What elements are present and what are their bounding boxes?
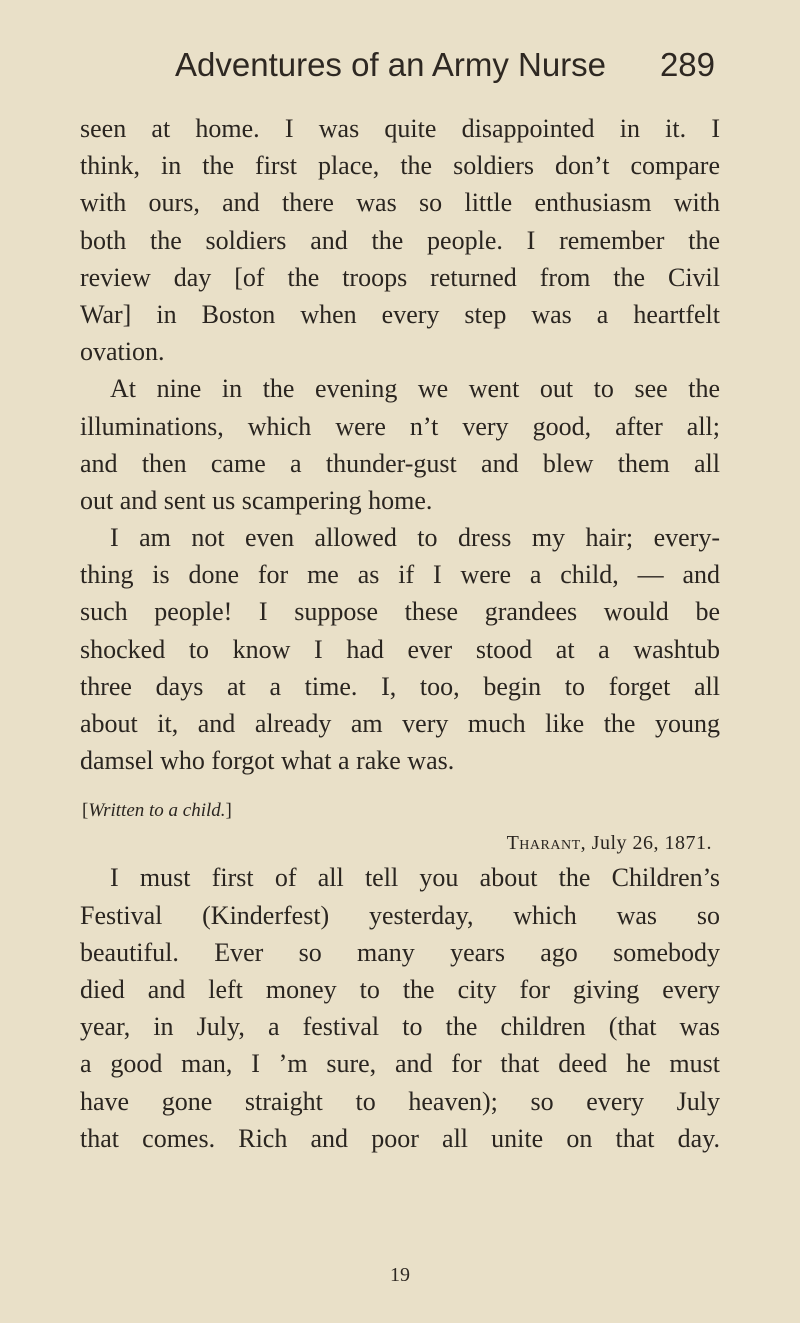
text-line: think, in the first place, the soldiers don’t compare xyxy=(80,151,720,181)
text-line: both the soldiers and the people. I remember the xyxy=(80,225,720,255)
text-line: that comes. Rich and poor all unite on that day. xyxy=(80,1123,720,1153)
text-line: I must first of all tell you about the Children’s xyxy=(110,863,720,893)
text-line: three days at a time. I, too, begin to forget all xyxy=(80,671,720,701)
dateline-date: July 26, 1871. xyxy=(591,832,712,855)
editorial-note xyxy=(80,795,720,827)
text-line: seen at home. I was quite disappointed in it. I xyxy=(80,114,720,143)
text-line: out and sent us scampering home. xyxy=(80,485,433,515)
text-line: a good man, I ’m sure, and for that deed he must xyxy=(80,1049,720,1079)
note-close-bracket: ] xyxy=(225,800,232,822)
signature-mark: 19 xyxy=(390,1264,410,1286)
paragraph xyxy=(80,370,720,519)
text-line: damsel who forgot what a rake was. xyxy=(80,746,455,776)
text-line: about it, and already am very much like the young xyxy=(80,709,720,738)
text-line: At nine in the evening we went out to see the xyxy=(110,374,720,404)
text-line: thing is done for me as if I were a child, — and xyxy=(80,560,720,590)
paragraph xyxy=(80,519,720,779)
running-title: Adventures of an Army Nurse xyxy=(175,46,607,83)
text-line: and then came a thunder-gust and blew them all xyxy=(80,448,720,478)
body-text xyxy=(80,110,720,1157)
text-line: year, in July, a festival to the children (that was xyxy=(80,1012,720,1042)
page-header xyxy=(175,46,715,96)
text-line: with ours, and there was so little enthusiasm with xyxy=(80,188,720,218)
dateline-place: Tharant, xyxy=(506,832,587,855)
paragraph xyxy=(80,859,720,1157)
text-line: such people! I suppose these grandees would be xyxy=(80,597,720,627)
note-open-bracket: [ xyxy=(82,800,89,822)
page-number: 289 xyxy=(659,46,715,83)
text-line: review day [of the troops returned from the Civil xyxy=(80,262,720,292)
text-line: died and left money to the city for giving every xyxy=(80,974,720,1004)
text-line: beautiful. Ever so many years ago somebody xyxy=(80,937,720,967)
note-text: Written to a child. xyxy=(88,800,226,822)
text-line: I am not even allowed to dress my hair; every- xyxy=(110,523,720,553)
text-line: have gone straight to heaven); so every July xyxy=(80,1086,720,1116)
paragraph xyxy=(80,110,720,370)
text-line: ovation. xyxy=(80,337,165,367)
letter-dateline xyxy=(80,827,720,859)
text-line: shocked to know I had ever stood at a washtub xyxy=(80,634,720,664)
text-line: War] in Boston when every step was a heartfelt xyxy=(80,299,720,329)
text-line: Festival (Kinderfest) yesterday, which was so xyxy=(80,900,720,930)
text-line: illuminations, which were n’t very good, after all; xyxy=(80,411,720,441)
